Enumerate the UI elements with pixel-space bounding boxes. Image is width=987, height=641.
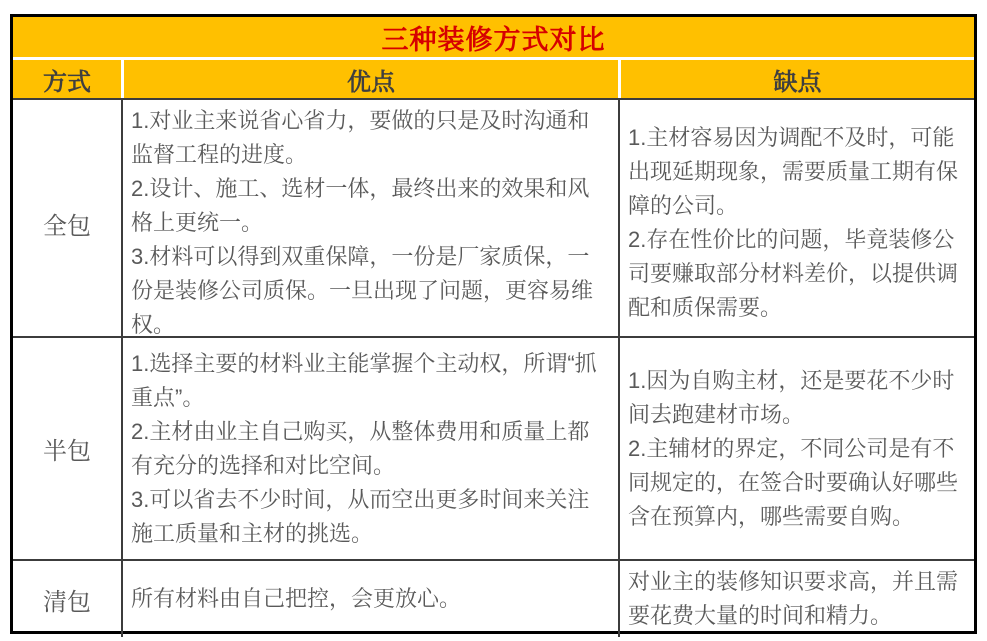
- cons-item: 1.因为自购主材，还是要花不少时间去跑建材市场。: [628, 367, 955, 427]
- table-row-banbao: [13, 336, 974, 559]
- method-label-quanbao: 全包: [43, 212, 91, 240]
- method-label-banbao: 半包: [43, 438, 91, 465]
- pros-item: 2.主材由业主自己购买，从整体费用和质量上都有充分的选择和对比空间。: [131, 418, 590, 478]
- column-header-cons: 缺点: [618, 60, 974, 98]
- cons-cell-banbao: [618, 338, 974, 559]
- pros-item: 1.对业主来说省心省力，要做的只是及时沟通和监督工程的进度。: [131, 108, 590, 167]
- method-label-qingbao: 清包: [43, 588, 91, 616]
- cons-cell-quanbao: [618, 100, 974, 346]
- pros-cell-qingbao: [121, 561, 618, 637]
- table-title: 三种装修方式对比: [13, 17, 974, 60]
- cons-item: 1.主材容易因为调配不及时，可能出现延期现象，需要质量工期有保障的公司。: [628, 125, 959, 218]
- pros-item: 3.材料可以得到双重保障，一份是厂家质保，一份是装修公司质保。一旦出现了问题，更容易维权。: [131, 244, 594, 337]
- comparison-table: [10, 14, 977, 634]
- pros-item: 2.设计、施工、选材一体，最终出来的效果和风格上更统一。: [131, 176, 590, 235]
- table-row-qingbao: [13, 559, 974, 631]
- column-header-method: 方式: [43, 68, 91, 96]
- pros-item: 3.可以省去不少时间，从而空出更多时间来关注施工质量和主材的挑选。: [131, 486, 590, 546]
- pros-cell-banbao: [121, 338, 618, 559]
- cons-item: 对业主的装修知识要求高，并且需要花费大量的时间和精力。: [628, 569, 959, 628]
- pros-item: 所有材料由自己把控，会更放心。: [131, 586, 462, 611]
- table-header-row: [13, 60, 974, 98]
- column-header-pros: 优点: [121, 60, 618, 98]
- pros-item: 1.选择主要的材料业主能掌握个主动权，所谓“抓重点”。: [131, 350, 597, 410]
- pros-cell-quanbao: [121, 100, 618, 346]
- cons-item: 2.存在性价比的问题，毕竟装修公司要赚取部分材料差价，以提供调配和质保需要。: [628, 227, 959, 320]
- cons-item: 2.主辅材的界定，不同公司是有不同规定的，在签合时要确认好哪些含在预算内，哪些需要自购。: [628, 435, 959, 529]
- cons-cell-qingbao: [618, 561, 974, 637]
- table-row-quanbao: [13, 98, 974, 336]
